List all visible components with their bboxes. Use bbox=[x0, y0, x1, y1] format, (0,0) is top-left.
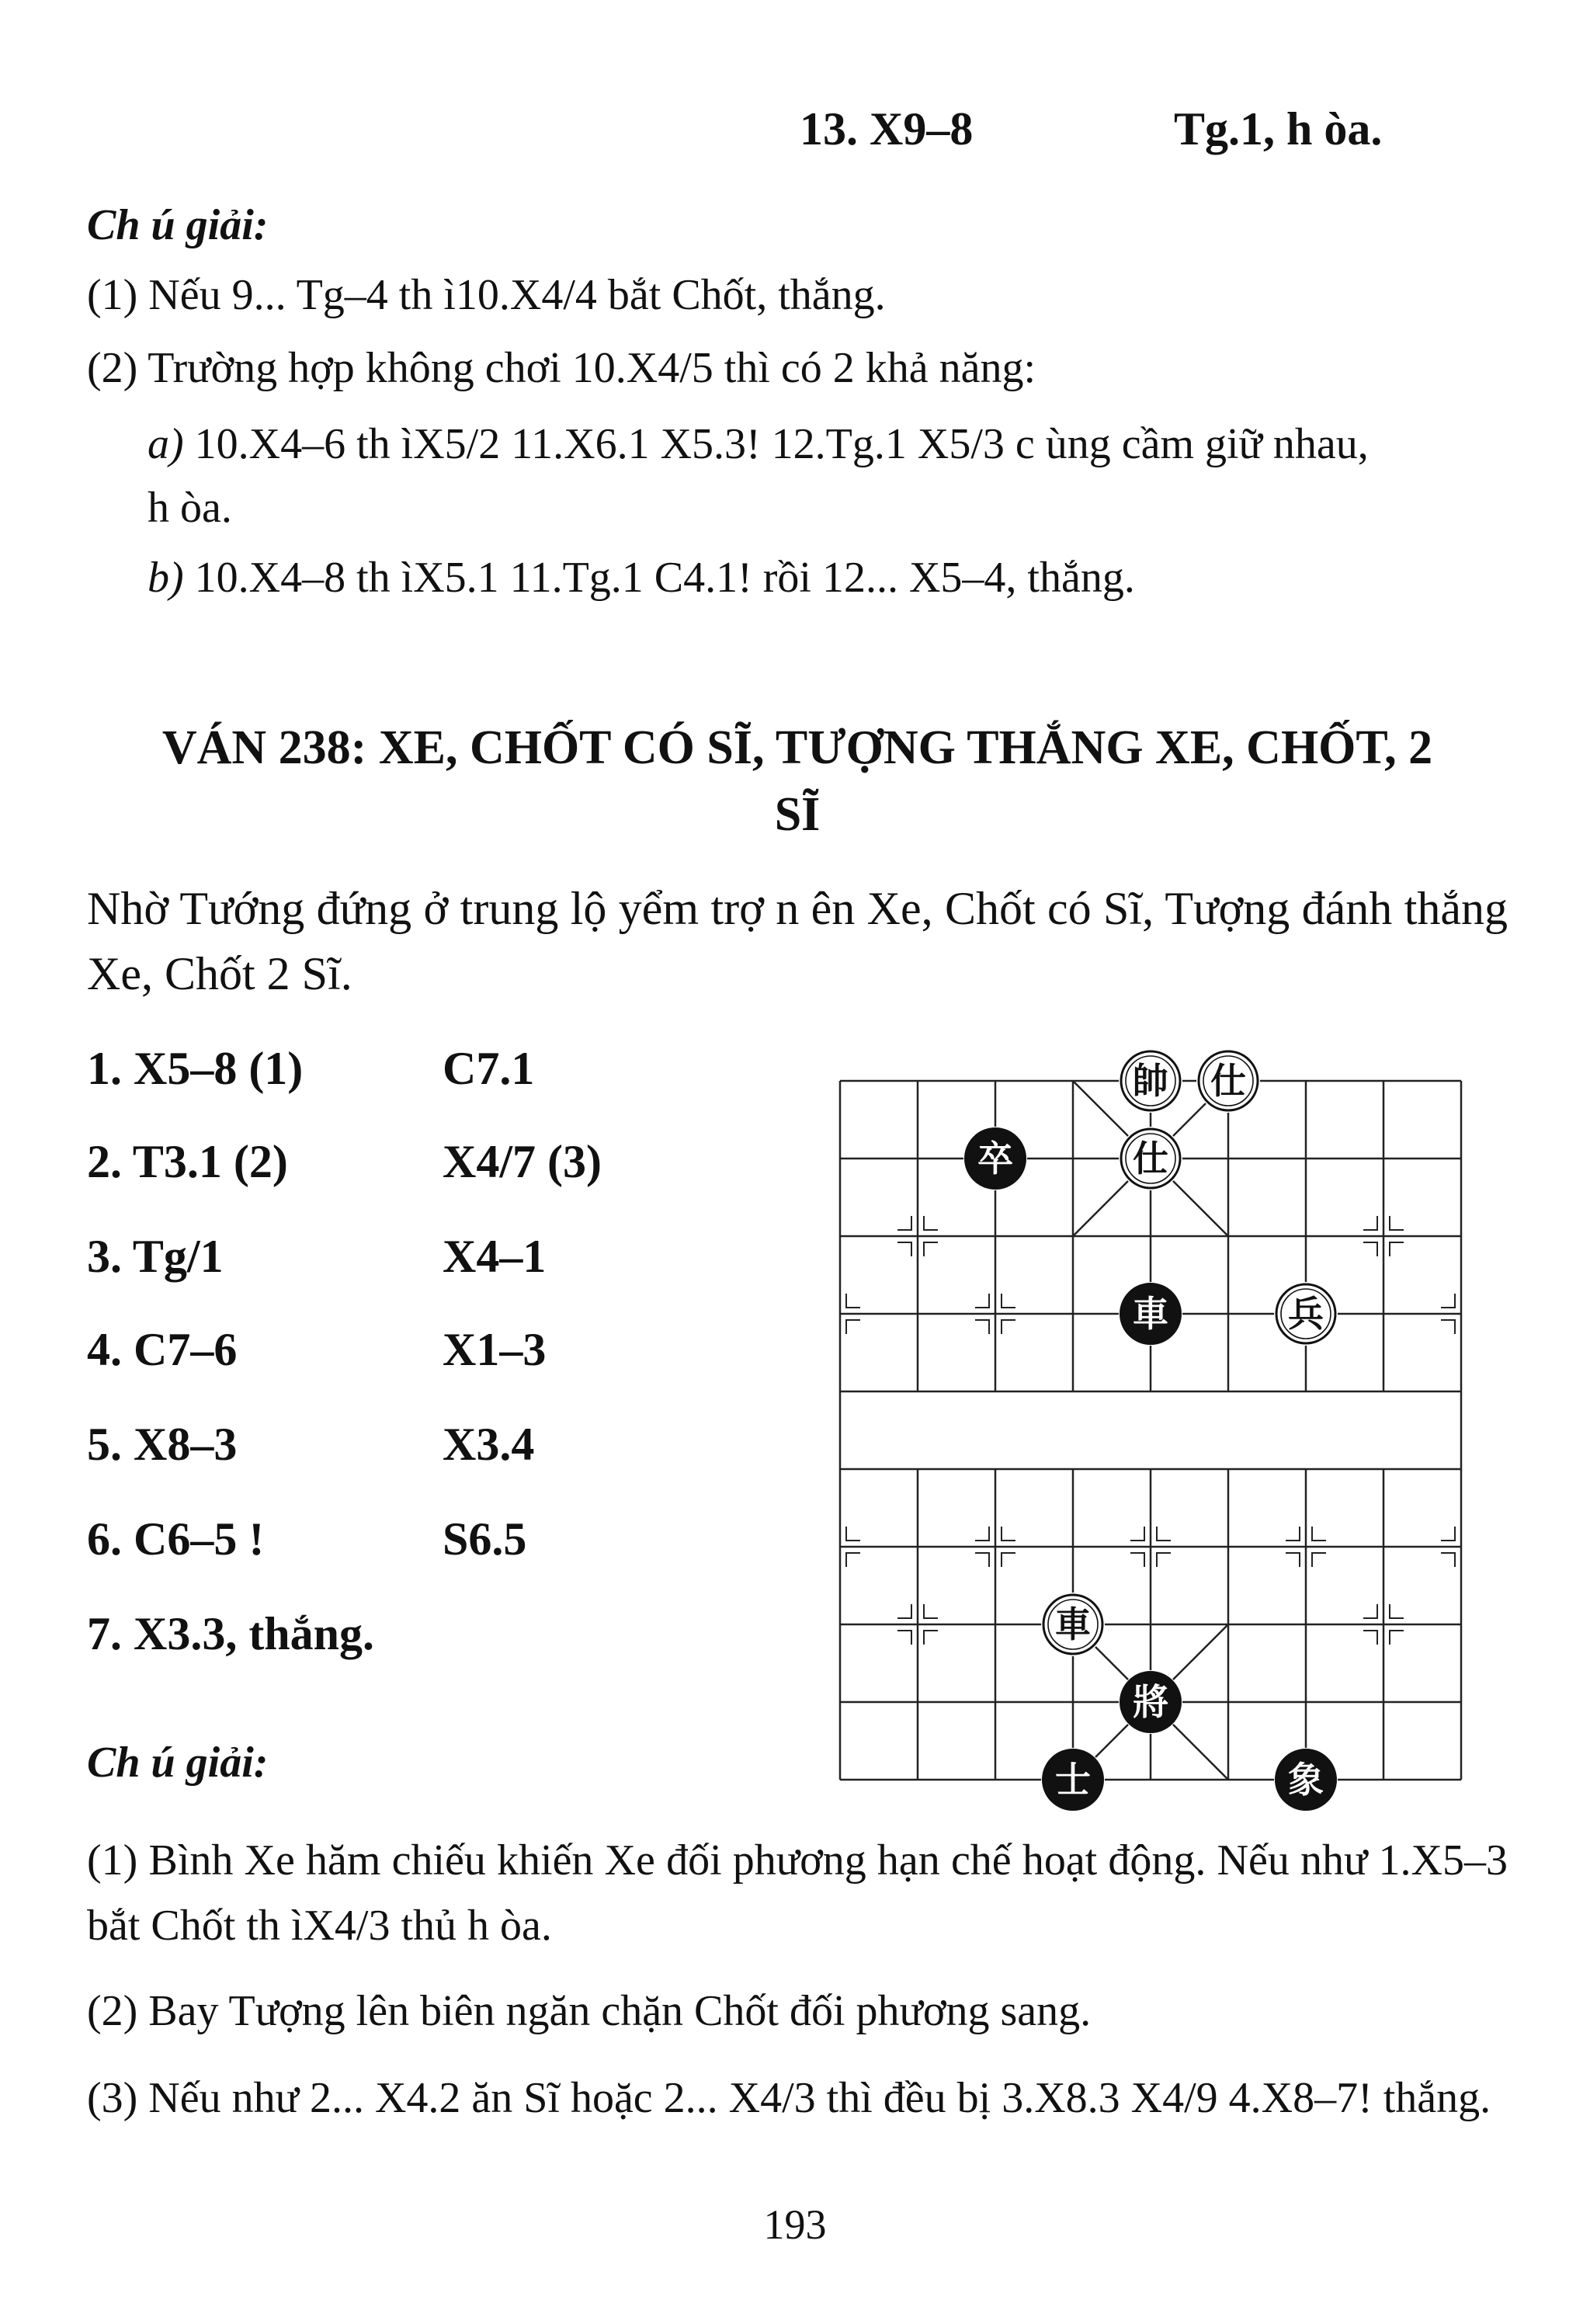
move-black-1: C7.1 bbox=[443, 1043, 535, 1094]
move-white-7: 7. X3.3, thắng. bbox=[87, 1608, 375, 1659]
move-white-4: 4. C7–6 bbox=[87, 1324, 238, 1375]
annotation-2-item-1: (1) Bình Xe hăm chiếu khiến Xe đối phương hạn chế hoạt động. Nếu như 1.X5–3 bắt Chốt th ìX4/3 thủ h òa. bbox=[87, 1836, 1508, 1950]
move-white-6: 6. C6–5 ! bbox=[87, 1513, 265, 1565]
sub-b-label: b) bbox=[148, 554, 184, 602]
piece-red-pawn bbox=[1274, 1282, 1338, 1346]
move-black-6: S6.5 bbox=[443, 1513, 527, 1565]
piece-black-elephant-label: 象 bbox=[1288, 1759, 1324, 1801]
piece-red-chariot bbox=[1041, 1593, 1105, 1656]
move-white-1: 1. X5–8 (1) bbox=[87, 1043, 304, 1094]
move-white-5: 5. X8–3 bbox=[87, 1419, 238, 1470]
move-13: 13. X9–8 bbox=[800, 103, 974, 155]
game-title-line-1: VÁN 238: XE, CHỐT CÓ SĨ, TƯỢNG THẮNG XE, CHỐT, 2 bbox=[161, 721, 1433, 774]
sub-a-label: a) bbox=[148, 420, 184, 468]
piece-black-pawn bbox=[963, 1127, 1027, 1190]
piece-red-advisor-center-label: 仕 bbox=[1133, 1138, 1168, 1179]
piece-black-advisor bbox=[1041, 1748, 1105, 1812]
game-title-line-2: SĨ bbox=[774, 788, 821, 841]
xiangqi-board bbox=[823, 1040, 1483, 1801]
page-number: 193 bbox=[763, 2201, 827, 2248]
annotation-label-2: Ch ú giải: bbox=[87, 1739, 269, 1787]
annotation-2-item-3: (3) Nếu như 2... X4.2 ăn Sĩ hoặc 2... X4/3 thì đều bị 3.X8.3 X4/9 4.X8–7! thắng. bbox=[87, 2074, 1491, 2122]
piece-red-pawn-label: 兵 bbox=[1288, 1293, 1324, 1335]
piece-red-king bbox=[1119, 1049, 1182, 1113]
move-white-2: 2. T3.1 (2) bbox=[87, 1136, 288, 1187]
annotation-sub-a-cont: h òa. bbox=[148, 484, 232, 532]
piece-black-general bbox=[1119, 1670, 1182, 1734]
piece-black-general-label: 將 bbox=[1133, 1681, 1168, 1723]
piece-black-chariot-label: 車 bbox=[1133, 1293, 1168, 1335]
piece-red-advisor-top-label: 仕 bbox=[1210, 1060, 1246, 1102]
sub-b-text: 10.X4–8 th ìX5.1 11.Tg.1 C4.1! rồi 12... X5–4, thắng. bbox=[183, 554, 1135, 602]
move-black-4: X1–3 bbox=[443, 1324, 547, 1375]
piece-red-advisor-top bbox=[1196, 1049, 1260, 1113]
move-black-3: X4–1 bbox=[443, 1231, 547, 1282]
piece-black-elephant bbox=[1274, 1748, 1338, 1812]
annotation-label: Ch ú giải: bbox=[87, 201, 269, 249]
piece-black-advisor-label: 士 bbox=[1055, 1759, 1091, 1801]
piece-red-chariot-label: 車 bbox=[1055, 1603, 1091, 1645]
piece-red-king-label: 帥 bbox=[1133, 1060, 1168, 1102]
game-intro: Nhờ Tướng đứng ở trung lộ yểm trợ n ên Xe, Chốt có Sĩ, Tượng đánh thắng Xe, Chốt 2 Sĩ. bbox=[87, 883, 1508, 999]
move-black-2: X4/7 (3) bbox=[443, 1136, 602, 1187]
move-black-5: X3.4 bbox=[443, 1419, 535, 1470]
sub-a-text: 10.X4–6 th ìX5/2 11.X6.1 X5.3! 12.Tg.1 X5/3 c ùng cầm giữ nhau, bbox=[183, 420, 1369, 468]
move-white-3: 3. Tg/1 bbox=[87, 1231, 224, 1282]
annotation-2-item-2: (2) Bay Tượng lên biên ngăn chặn Chốt đối phương sang. bbox=[87, 1987, 1092, 2035]
annotation-item-1: (1) Nếu 9... Tg–4 th ì10.X4/4 bắt Chốt, thắng. bbox=[87, 271, 886, 319]
annotation-item-2: (2) Trường hợp không chơi 10.X4/5 thì có 2 khả năng: bbox=[87, 344, 1036, 392]
piece-black-pawn-label: 卒 bbox=[977, 1138, 1013, 1179]
move-13-result: Tg.1, h òa. bbox=[1174, 103, 1383, 155]
annotation-sub-a bbox=[148, 419, 1369, 469]
annotation-sub-b bbox=[148, 553, 1135, 603]
piece-black-chariot bbox=[1119, 1282, 1182, 1346]
piece-red-advisor-center bbox=[1119, 1127, 1182, 1190]
